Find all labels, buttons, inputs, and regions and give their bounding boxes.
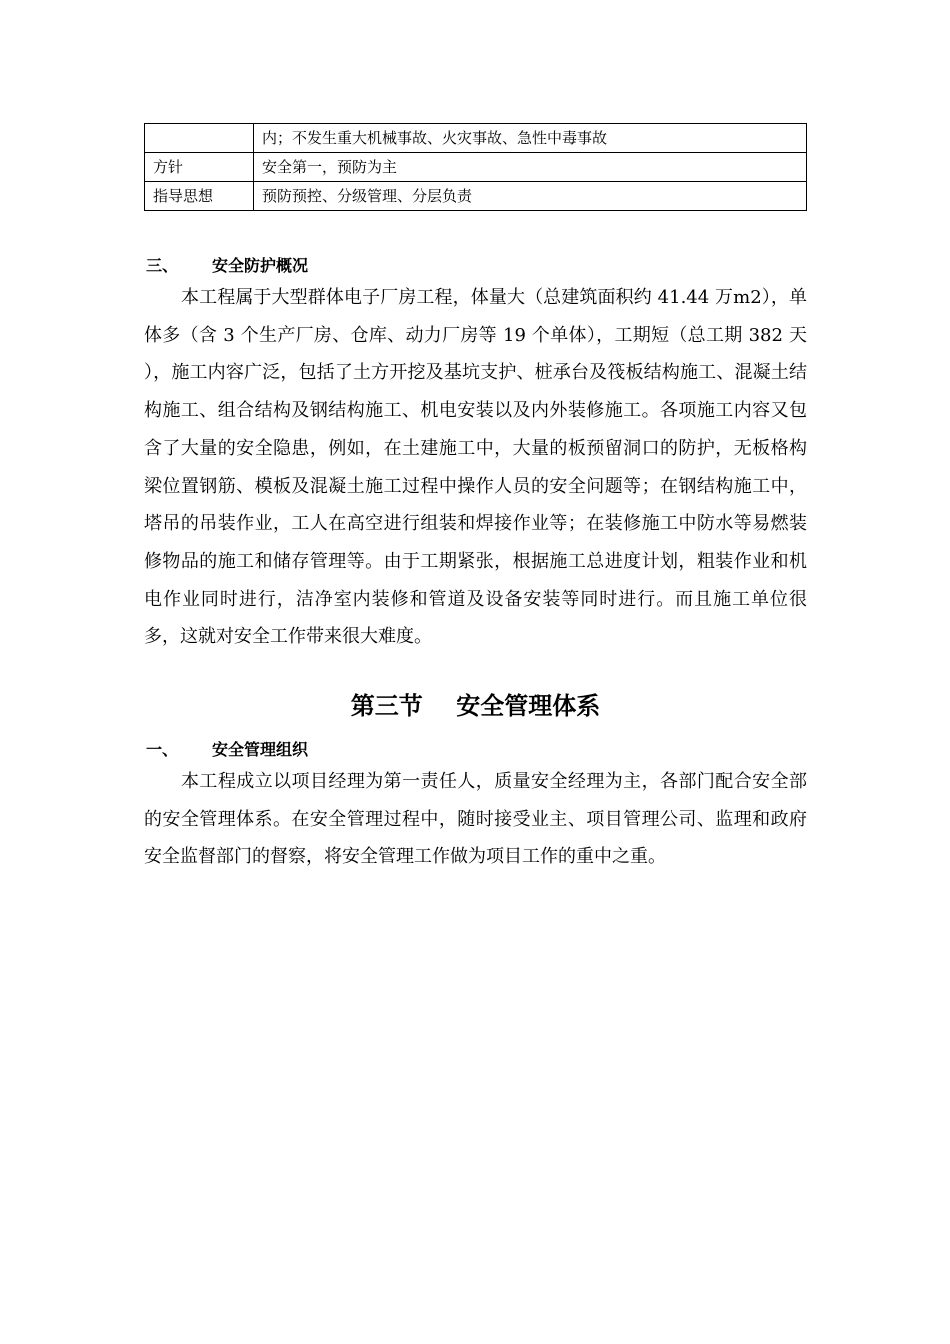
section-title: 安全防护概况 bbox=[212, 256, 309, 275]
section-number: 三、 bbox=[146, 256, 179, 275]
table-cell-label: 方针 bbox=[145, 153, 254, 182]
table-cell-value: 内；不发生重大机械事故、火灾事故、急性中毒事故 bbox=[254, 124, 807, 153]
table-cell-value: 安全第一，预防为主 bbox=[254, 153, 807, 182]
chapter-title: 第三节 安全管理体系 bbox=[350, 691, 601, 720]
policy-table bbox=[144, 123, 807, 211]
safety-organization-paragraph: 本工程成立以项目经理为第一责任人，质量安全经理为主，各部门配合安全部的安全管理体系。在安全管理过程中，随时接受业主、项目管理公司、监理和政府安全监督部门的督察，将安全管理工作做为项目工作的重中之重。 bbox=[144, 771, 807, 868]
table-row bbox=[145, 124, 807, 153]
section-heading-safety-organization bbox=[146, 737, 308, 760]
section-heading-safety-overview bbox=[146, 253, 308, 276]
section-number: 一、 bbox=[146, 740, 179, 759]
table-cell-value: 预防预控、分级管理、分层负责 bbox=[254, 182, 807, 211]
table-cell-label: 指导思想 bbox=[145, 182, 254, 211]
safety-overview-paragraph: 本工程属于大型群体电子厂房工程，体量大（总建筑面积约 41.44 万m2），单体多（含 3 个生产厂房、仓库、动力厂房等 19 个单体），工期短（总工期 382 天 ），施工内容广泛，包括了土方开挖及基坑支护、桩承台及筏板结构施工、混凝土结构施工、组合结构及钢结构施工、机电安装以及内外装修施工。各项施工内容又包含了大量的安全隐患，例如，在土建施工中，大量的板预留洞口的防护，无板格构梁位置钢筋、模板及混凝土施工过程中操作人员的安全问题等；在钢结构施工中，塔吊的吊装作业，工人在高空进行组装和焊接作业等；在装修施工中防水等易燃装修物品的施工和储存管理等。由于工期紧张，根据施工总进度计划，粗装作业和机电作业同时进行，洁净室内装修和管道及设备安装等同时进行。而且施工单位很多，这就对安全工作带来很大难度。 bbox=[144, 287, 807, 648]
table-cell-label bbox=[145, 124, 254, 153]
table-row bbox=[145, 153, 807, 182]
table-row bbox=[145, 182, 807, 211]
section-title: 安全管理组织 bbox=[212, 740, 309, 759]
